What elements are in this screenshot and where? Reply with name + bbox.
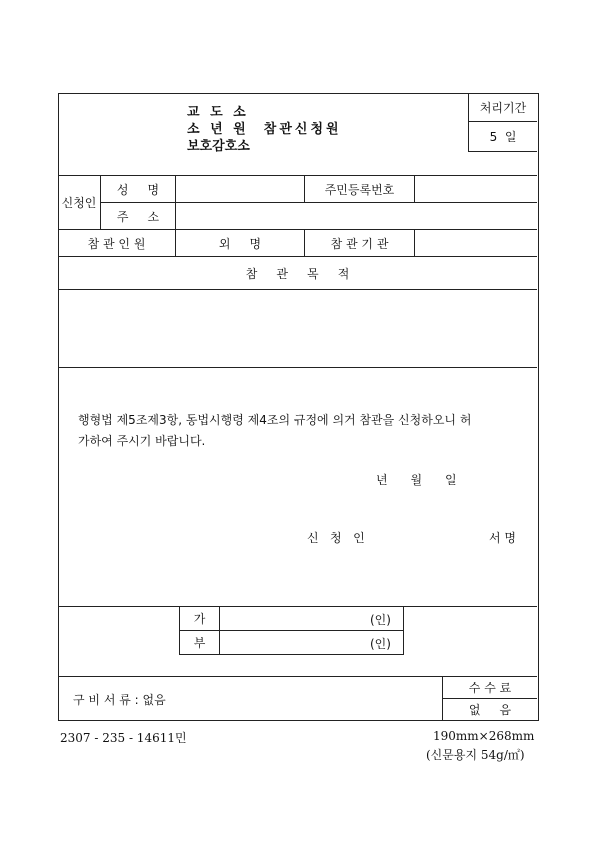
fee-label: 수 수 료 [468,681,512,695]
form-number: 2307 - 235 - 14611민 [60,731,187,745]
purpose-field[interactable] [58,290,537,367]
title-line-2: 소 년 원 참관신청원 [187,122,342,137]
approve-seal[interactable]: (인) [370,613,391,627]
processing-period-value: 5 일 [489,130,517,144]
paper-size: 190mm×268mm [433,729,535,743]
approval-col-divider [219,606,220,654]
title-line-3: 보호감호소 [187,139,250,154]
fee-value: 없 음 [468,702,512,717]
paper-type: (신문용지 54g/㎡) [426,748,525,762]
statement-line-1: 행형법 제5조제3항, 동법시행령 제4조의 규정에 의거 참관을 신청하오니 허 [78,413,472,427]
name-label: 성 명 [116,182,160,197]
applicant-sign-label: 신 청 인 [307,531,365,545]
date-line[interactable]: 년 월 일 [376,473,457,487]
reject-seal[interactable]: (인) [370,637,391,651]
reject-label: 부 [193,636,206,650]
address-label: 주 소 [116,209,160,224]
resident-number-field[interactable] [415,176,537,202]
signature-label[interactable]: 서 명 [489,531,516,545]
address-field[interactable] [176,203,537,229]
applicant-group-label: 신청인 [61,196,97,210]
statement-line-2: 가하여 주시기 바랍니다. [78,434,206,448]
resident-number-label: 주민등록번호 [324,182,395,197]
processing-period-label: 처리기간 [479,101,527,115]
agency-field[interactable] [415,230,537,256]
agency-label: 참 관 기 관 [330,236,389,251]
required-documents: 구 비 서 류 : 없음 [73,693,166,707]
title-line-1: 교 도 소 [187,105,249,120]
divider-purpose-body [58,367,537,368]
visitor-count-field[interactable]: 외 명 [218,236,262,251]
approve-label: 가 [193,612,206,626]
name-field[interactable] [176,176,304,202]
visitor-count-label: 참 관 인 원 [87,236,146,251]
purpose-label: 참 관 목 적 [245,266,350,281]
